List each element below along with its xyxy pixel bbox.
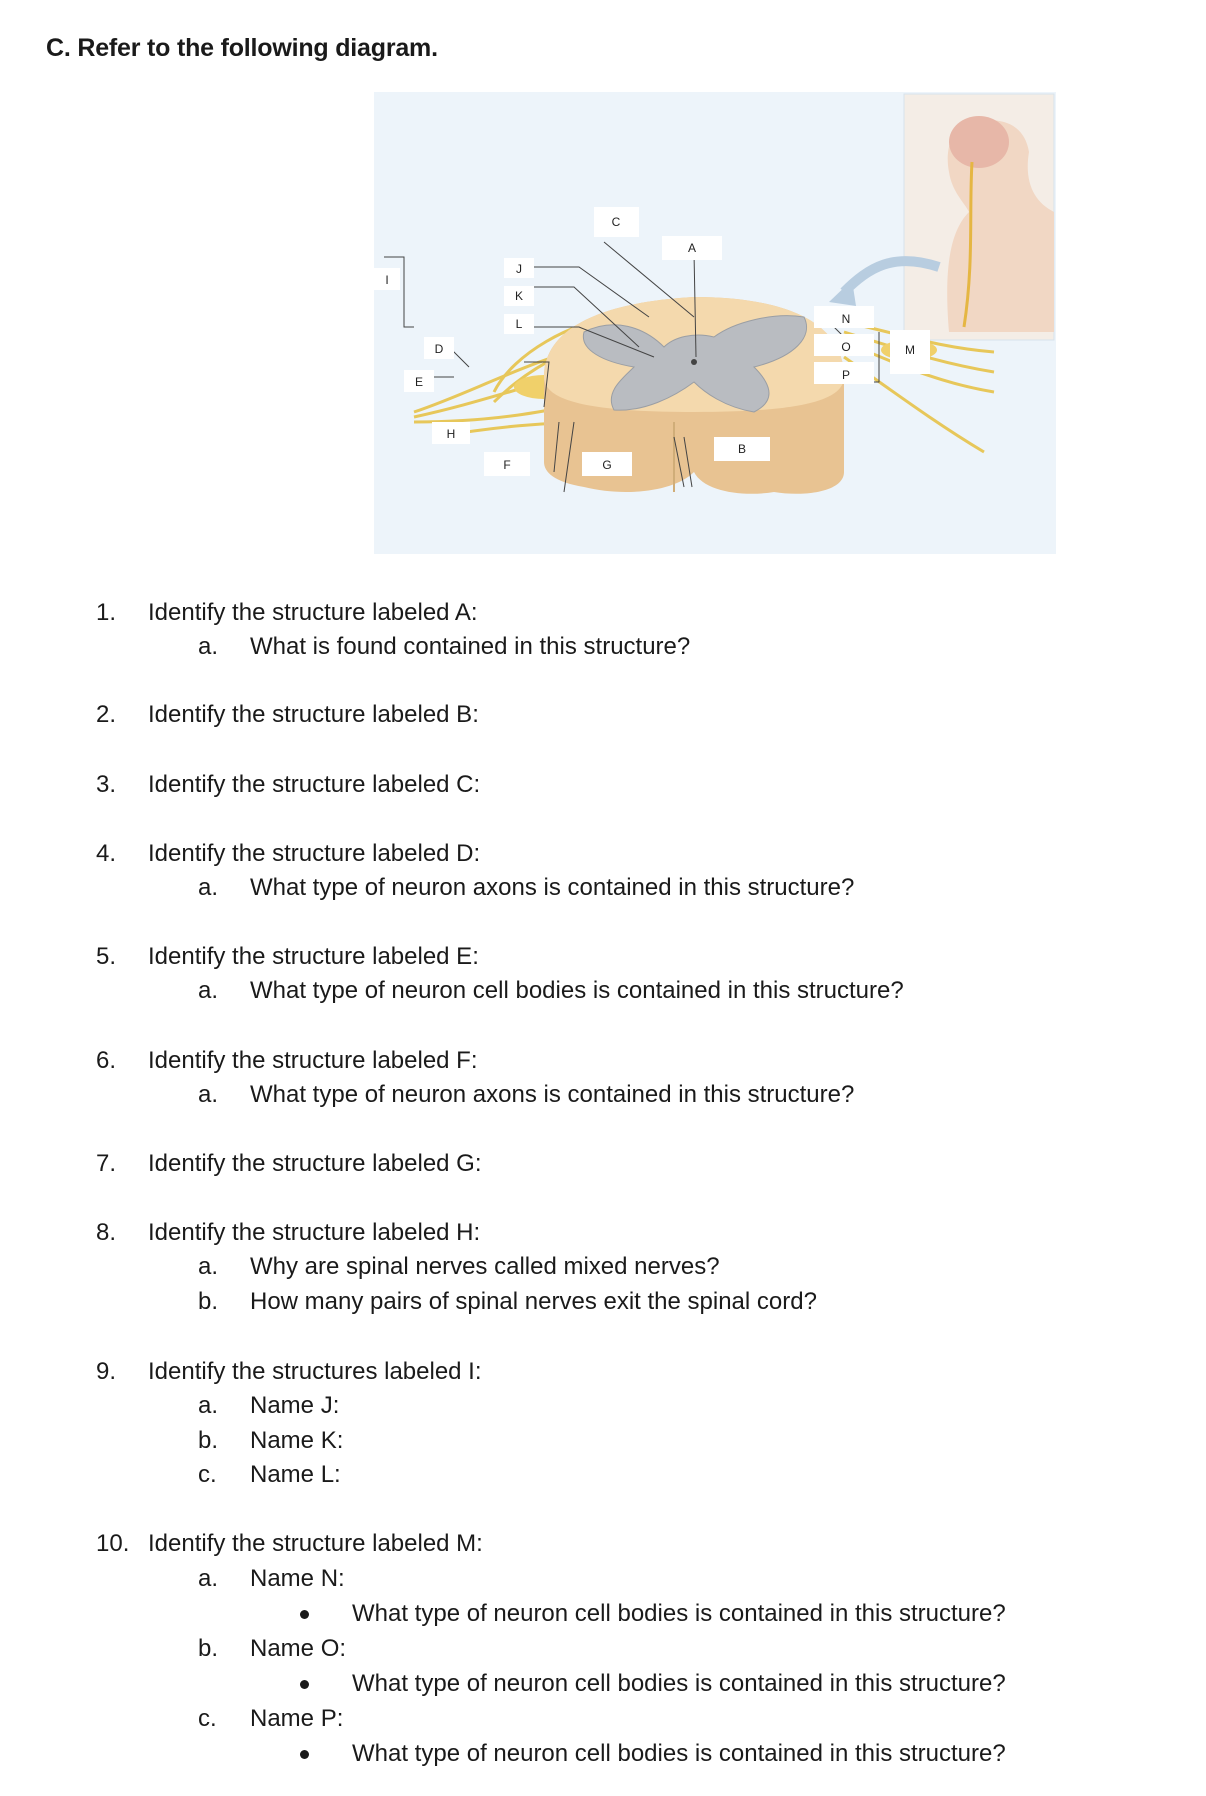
label-B: B	[737, 442, 747, 456]
label-J: J	[516, 262, 522, 276]
question-number: 1.	[96, 599, 117, 626]
sub-label: c.	[198, 1705, 217, 1732]
question-text: Identify the structure labeled E:	[148, 943, 479, 970]
sub-text: How many pairs of spinal nerves exit the spinal cord?	[250, 1288, 817, 1315]
sub-text: Name O:	[250, 1635, 347, 1662]
label-P: P	[841, 368, 851, 382]
bullet-text: What type of neuron cell bodies is contained in this structure?	[352, 1600, 1006, 1627]
question-text: Identify the structure labeled A:	[148, 599, 478, 626]
spinal-cord-diagram	[374, 92, 1056, 554]
sub-label: c.	[198, 1461, 217, 1488]
question-number: 7.	[96, 1150, 117, 1177]
question-number: 8.	[96, 1219, 117, 1246]
question-text: Identify the structure labeled D:	[148, 840, 481, 867]
sub-text: Name N:	[250, 1565, 345, 1592]
question-text: Identify the structure labeled G:	[148, 1150, 482, 1177]
sub-label: a.	[198, 1392, 219, 1419]
sub-label: a.	[198, 1565, 219, 1592]
bullet-icon	[300, 1680, 309, 1689]
sub-label: a.	[198, 1081, 219, 1108]
label-I: I	[385, 273, 389, 287]
question-number: 4.	[96, 840, 117, 867]
central-canal	[691, 359, 697, 365]
label-H: H	[446, 427, 456, 441]
sub-label: b.	[198, 1635, 219, 1662]
sub-text: What type of neuron cell bodies is contained in this structure?	[250, 977, 904, 1004]
bullet-text: What type of neuron cell bodies is contained in this structure?	[352, 1740, 1006, 1767]
sub-text: Name P:	[250, 1705, 344, 1732]
sub-text: Why are spinal nerves called mixed nerves?	[250, 1253, 720, 1280]
sub-label: a.	[198, 633, 219, 660]
label-C: C	[611, 215, 621, 229]
label-D: D	[434, 342, 444, 356]
question-number: 10.	[96, 1530, 130, 1557]
question-text: Identify the structure labeled B:	[148, 701, 479, 728]
brain-shape	[949, 116, 1009, 168]
section-heading: C. Refer to the following diagram.	[46, 34, 438, 62]
question-number: 2.	[96, 701, 117, 728]
question-number: 6.	[96, 1047, 117, 1074]
sub-label: b.	[198, 1427, 219, 1454]
bullet-icon	[300, 1610, 309, 1619]
label-A: A	[687, 241, 697, 255]
sub-text: What type of neuron axons is contained in this structure?	[250, 874, 855, 901]
bullet-icon	[300, 1750, 309, 1759]
sub-label: a.	[198, 874, 219, 901]
label-M: M	[905, 343, 915, 357]
label-K: K	[514, 289, 524, 303]
question-text: Identify the structure labeled M:	[148, 1530, 483, 1557]
question-number: 9.	[96, 1358, 117, 1385]
question-text: Identify the structure labeled C:	[148, 771, 481, 798]
question-number: 5.	[96, 943, 117, 970]
sub-text: What is found contained in this structure?	[250, 633, 691, 660]
sub-label: a.	[198, 977, 219, 1004]
spinal-cord-illustration	[374, 92, 1056, 554]
sub-text: Name J:	[250, 1392, 340, 1419]
sub-label: a.	[198, 1253, 219, 1280]
sub-text: Name K:	[250, 1427, 344, 1454]
sub-text: Name L:	[250, 1461, 341, 1488]
question-number: 3.	[96, 771, 117, 798]
label-N: N	[841, 312, 851, 326]
label-G: G	[602, 458, 612, 472]
question-text: Identify the structures labeled I:	[148, 1358, 482, 1385]
bullet-text: What type of neuron cell bodies is contained in this structure?	[352, 1670, 1006, 1697]
label-E: E	[414, 375, 424, 389]
label-F: F	[503, 458, 511, 472]
label-L: L	[515, 317, 523, 331]
question-text: Identify the structure labeled H:	[148, 1219, 481, 1246]
label-O: O	[841, 340, 851, 354]
sub-text: What type of neuron axons is contained in this structure?	[250, 1081, 855, 1108]
question-text: Identify the structure labeled F:	[148, 1047, 478, 1074]
sub-label: b.	[198, 1288, 219, 1315]
